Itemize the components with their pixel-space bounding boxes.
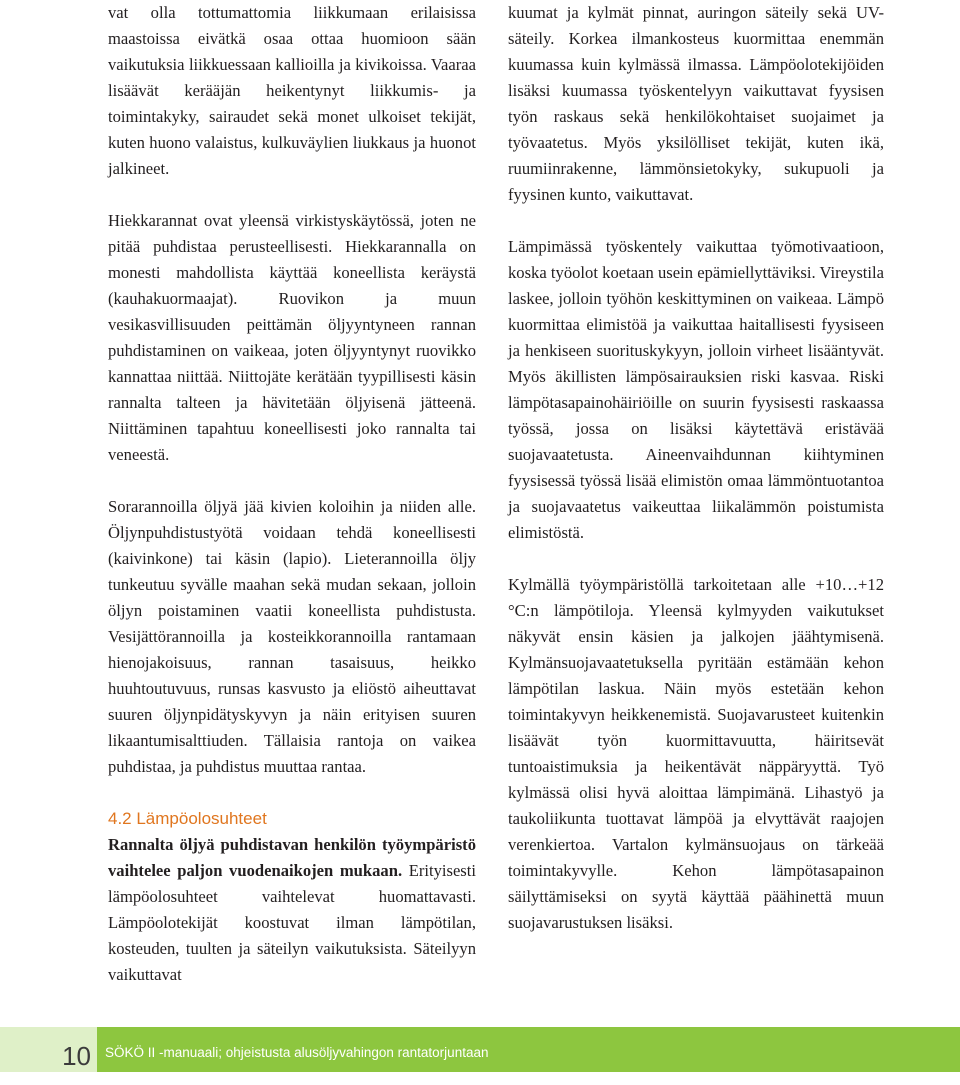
- paragraph: [108, 832, 476, 988]
- right-column: [508, 0, 884, 936]
- left-column: [108, 0, 476, 988]
- lead-sentence: Rannalta öljyä puhdistavan henkilön työympäristö vaihtelee paljon vuodenaikojen mukaan.: [108, 835, 476, 880]
- footer-title: SÖKÖ II -manuaali; ohjeistusta alusöljyvahingon rantatorjuntaan: [105, 1045, 489, 1060]
- footer-bar: [97, 1027, 960, 1072]
- paragraph: kuumat ja kylmät pinnat, auringon säteily sekä UV-säteily. Korkea ilmankosteus kuormittaa enemmän kuumassa kuin kylmässä ilmassa. Lämpöolotekijöiden lisäksi kuumassa työskentelyyn vaikuttavat fyysisen työn raskaus sekä henkilökohtaiset suojaimet ja työvaatetus. Myös yksilölliset tekijät, kuten ikä, ruumiinrakenne, lämmönsietokyky, sukupuoli ja fyysinen kunto, vaikuttavat.: [508, 3, 884, 204]
- paragraph: Lämpimässä työskentely vaikuttaa työmotivaatioon, koska työolot koetaan usein epämiellyttäviksi. Vireystila laskee, jolloin työhön keskittyminen on vaikeaa. Lämpö kuormittaa elimistöä ja vaikuttaa haitallisesti fyysiseen ja henkiseen suorituskykyyn, jolloin virheet lisääntyvät. Myös äkillisten lämpösairauksien riski kasvaa. Riski lämpötasapainohäiriöille on suurin fyysisesti raskaassa työssä, jossa on lisäksi käytettävä eristävää suojavaatetusta. Aineenvaihdunnan kiihtyminen fyysisessä työssä lisää elimistön omaa lämmöntuotantoa ja suojavaatetus vaikeuttaa liikalämmön poistumista elimistöstä.: [508, 237, 884, 542]
- paragraph: Kylmällä työympäristöllä tarkoitetaan alle +10…+12 °C:n lämpötiloja. Yleensä kylmyyden vaikutukset näkyvät ensin käsien ja jalkojen jäähtymisenä. Kylmänsuojavaatetuksella pyritään estämään kehon lämpötilan laskua. Näin myös estetään kehon toimintakyvyn heikkenemistä. Suojavarusteet kuitenkin lisäävät työn kuormittavuutta, häiritsevät tuntoaistimuksia ja heikentävät näppäryyttä. Työ kylmässä olisi hyvä aloittaa lämpimänä. Lihastyö ja taukoliikunta tuottavat lämpöä ja elvyttävät raajojen verenkiertoa. Vartalon kylmänsuojaus on tärkeää toimintakyvylle. Kehon lämpötasapainon säilyttämiseksi on syytä käyttää päähinettä muun suojavarustuksen lisäksi.: [508, 575, 884, 932]
- paragraph-text: Erityisesti lämpöolosuhteet vaihtelevat huomattavasti. Lämpöolotekijät koostuvat ilman lämpötilan, kosteuden, tuulten ja säteilyn vaikutuksista. Säteilyyn vaikuttavat: [108, 861, 476, 984]
- section-heading: 4.2 Lämpöolosuhteet: [108, 809, 267, 828]
- paragraph: vat olla tottumattomia liikkumaan erilaisissa maastoissa eivätkä osaa ottaa huomioon sään vaikutuksia liikkuessaan kallioilla ja kivikoissa. Vaaraa lisäävät kerääjän heikentynyt liikkumis- ja toimintakyky, sairaudet sekä monet ulkoiset tekijät, kuten huono valaistus, kulkuväylien liukkaus ja huonot jalkineet.: [108, 3, 476, 178]
- page-number: 10: [0, 1027, 97, 1072]
- paragraph: Hiekkarannat ovat yleensä virkistyskäytössä, joten ne pitää puhdistaa perusteellisesti. Hiekkarannalla on monesti mahdollista käyttää koneellista keräystä (kauhakuormaajat). Ruovikon ja muun vesikasvillisuuden peittämän öljyyntyneen rannan puhdistaminen on vaikeaa, joten öljyyntynyt ruovikko kannattaa niittää. Niittojäte kerätään tyypillisesti käsin rannalta talteen ja hävitetään öljyisenä jätteenä. Niittäminen tapahtuu koneellisesti joko rannalta tai veneestä.: [108, 211, 476, 464]
- paragraph: Sorarannoilla öljyä jää kivien koloihin ja niiden alle. Öljynpuhdistustyötä voidaan tehdä koneellisesti (kaivinkone) tai käsin (lapio). Lieterannoilla öljy tunkeutuu syvälle maahan sekä mudan sekaan, jolloin öljyn poistaminen vaatii koneellista puhdistusta. Vesijättörannoilla ja kosteikkorannoilla rantamaan hienojakoisuus, rannan tasaisuus, heikko huuhtoutuvuus, runsas kasvusto ja eliöstö aiheuttavat suuren öljynpidätyskyvyn ja näin erityisen suuren likaantumisalttiuden. Tällaisia rantoja on vaikea puhdistaa, ja puhdistus muuttaa rantaa.: [108, 497, 476, 776]
- page-footer: [0, 1027, 960, 1072]
